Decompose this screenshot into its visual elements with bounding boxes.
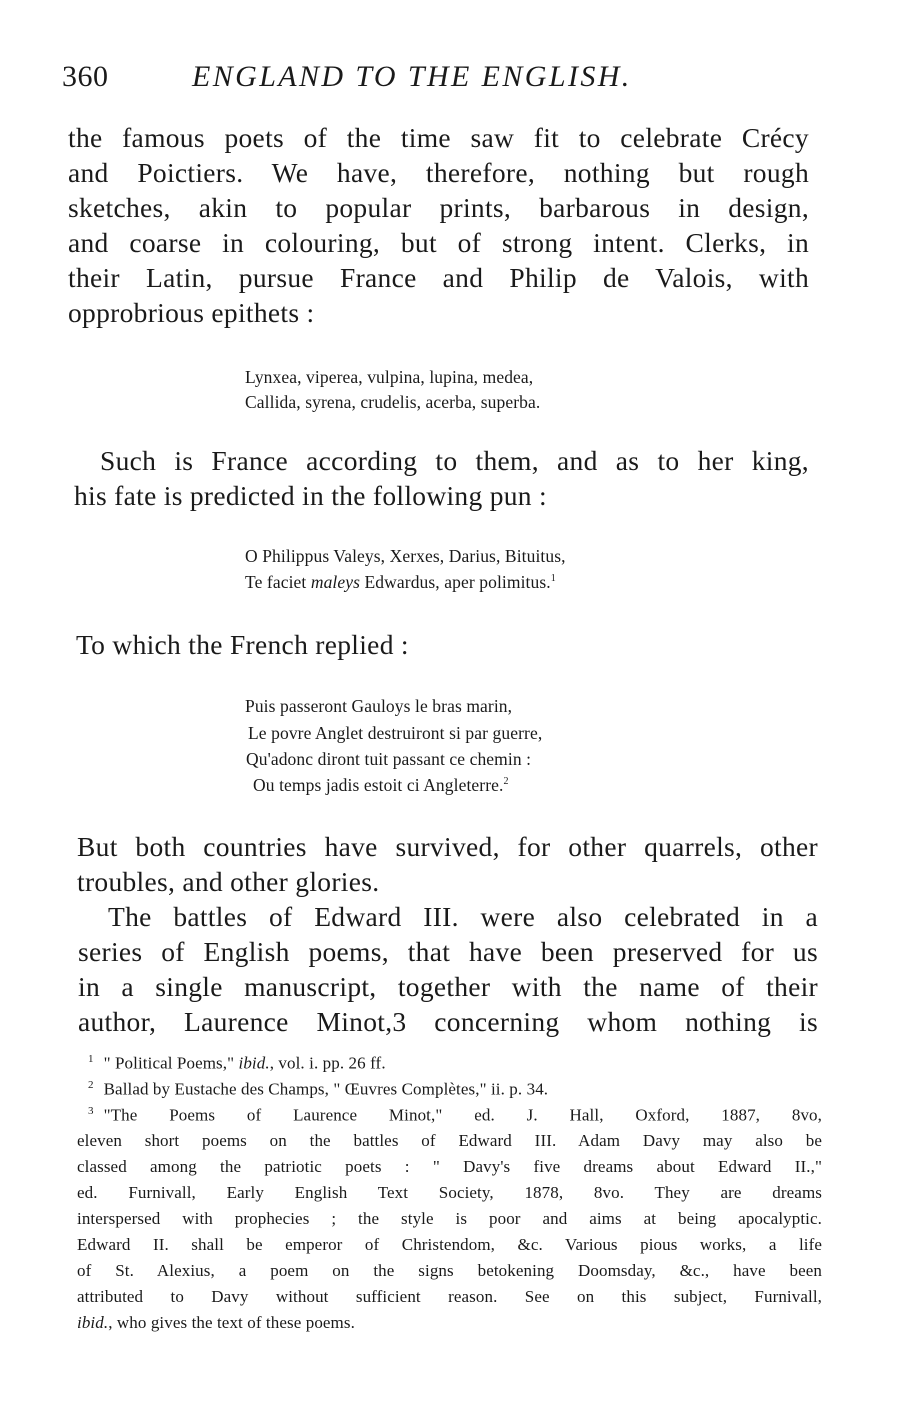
footnote-1	[88, 1053, 822, 1079]
verse-3-line-4	[253, 775, 509, 796]
footnote-ref-1: 1	[550, 573, 556, 585]
pun-word: maleys	[310, 572, 361, 592]
paragraph-2-line-1: Such is France according to them, and as to her king,	[100, 445, 809, 476]
paragraph-4-line-1: But both countries have survived, for other quarrels, other	[77, 831, 818, 862]
paragraph-1-line-4: and coarse in colouring, but of strong intent. Clerks, in	[68, 227, 809, 258]
paragraph-4-line-2: troubles, and other glories.	[77, 866, 380, 897]
footnote-1-ibid: ibid.	[238, 1053, 270, 1073]
verse-3-line-1: Puis passeront Gauloys le bras marin,	[245, 696, 513, 716]
footnote-3-line-6: Edward II. shall be emperor of Christendom, &c. Various pious works, a life	[77, 1235, 822, 1254]
footnote-3-last-line: , who gives the text of these poems.	[108, 1313, 355, 1332]
footnote-3-ibid: ibid.	[77, 1313, 109, 1332]
paragraph-5-line-4: author, Laurence Minot,3 concerning whom nothing is	[78, 1006, 818, 1037]
footnote-2-text: Ballad by Eustache des Champs, " Œuvres Complètes," ii. p. 34.	[103, 1079, 549, 1099]
paragraph-1-line-2: and Poictiers. We have, therefore, nothing but rough	[68, 157, 809, 188]
paragraph-5-line-3: in a single manuscript, together with the name of their	[78, 971, 818, 1002]
page-number: 360	[62, 60, 109, 93]
paragraph-1-line-1: the famous poets of the time saw fit to celebrate Crécy	[68, 122, 809, 153]
footnote-3-line-7: of St. Alexius, a poem on the signs betokening Doomsday, &c., have been	[77, 1261, 822, 1280]
footnote-3-line-4: ed. Furnivall, Early English Text Society, 1878, 8vo. They are dreams	[77, 1183, 822, 1202]
verse-2-line-2-start: Te faciet	[245, 572, 311, 592]
footnote-3-line-3: classed among the patriotic poets : " Davy's five dreams about Edward II.,"	[77, 1157, 822, 1176]
verse-2-line-1: O Philippus Valeys, Xerxes, Darius, Bituitus,	[245, 546, 566, 566]
footnote-1-start: " Political Poems,"	[103, 1053, 239, 1073]
verse-2-line-2	[245, 572, 556, 593]
footnote-3-first-line: "The Poems of Laurence Minot," ed. J. Hall, Oxford, 1887, 8vo,	[103, 1105, 822, 1125]
paragraph-3: To which the French replied :	[76, 629, 409, 660]
footnote-3-line-5: interspersed with prophecies ; the style is poor and aims at being apocalyptic.	[77, 1209, 822, 1228]
verse-3-line-3: Qu'adonc diront tuit passant ce chemin :	[246, 749, 532, 769]
verse-3-line-4-text: Ou temps jadis estoit ci Angleterre.	[253, 775, 504, 795]
footnote-1-mark: 1	[88, 1053, 94, 1065]
paragraph-5-line-2: series of English poems, that have been preserved for us	[78, 936, 818, 967]
footnote-ref-2: 2	[503, 776, 509, 788]
verse-1-line-1: Lynxea, viperea, vulpina, lupina, medea,	[245, 367, 534, 387]
running-head	[62, 60, 822, 100]
paragraph-2-line-2: his fate is predicted in the following pun :	[74, 480, 547, 511]
paragraph-1-line-6: opprobrious epithets :	[68, 297, 315, 328]
footnote-3-line-1	[88, 1105, 822, 1131]
footnote-3-line-8: attributed to Davy without sufficient reason. See on this subject, Furnivall,	[77, 1287, 822, 1306]
footnote-3-line-9	[77, 1313, 822, 1339]
verse-3-line-2: Le povre Anglet destruiront si par guerre,	[248, 723, 543, 743]
verse-2-line-2-end: Edwardus, aper polimitus.	[360, 572, 551, 592]
footnote-2-mark: 2	[88, 1079, 94, 1091]
paragraph-1-line-5: their Latin, pursue France and Philip de Valois, with	[68, 262, 809, 293]
paragraph-5-line-1: The battles of Edward III. were also celebrated in a	[108, 901, 818, 932]
footnote-3-mark: 3	[88, 1105, 94, 1117]
verse-1-line-2: Callida, syrena, crudelis, acerba, superba.	[245, 392, 541, 412]
paragraph-1-line-3: sketches, akin to popular prints, barbarous in design,	[68, 192, 809, 223]
footnote-2	[88, 1079, 822, 1105]
running-title: ENGLAND TO THE ENGLISH.	[192, 60, 632, 93]
footnote-3-line-2: eleven short poems on the battles of Edward III. Adam Davy may also be	[77, 1131, 822, 1150]
footnote-1-end: , vol. i. pp. 26 ff.	[269, 1053, 386, 1073]
